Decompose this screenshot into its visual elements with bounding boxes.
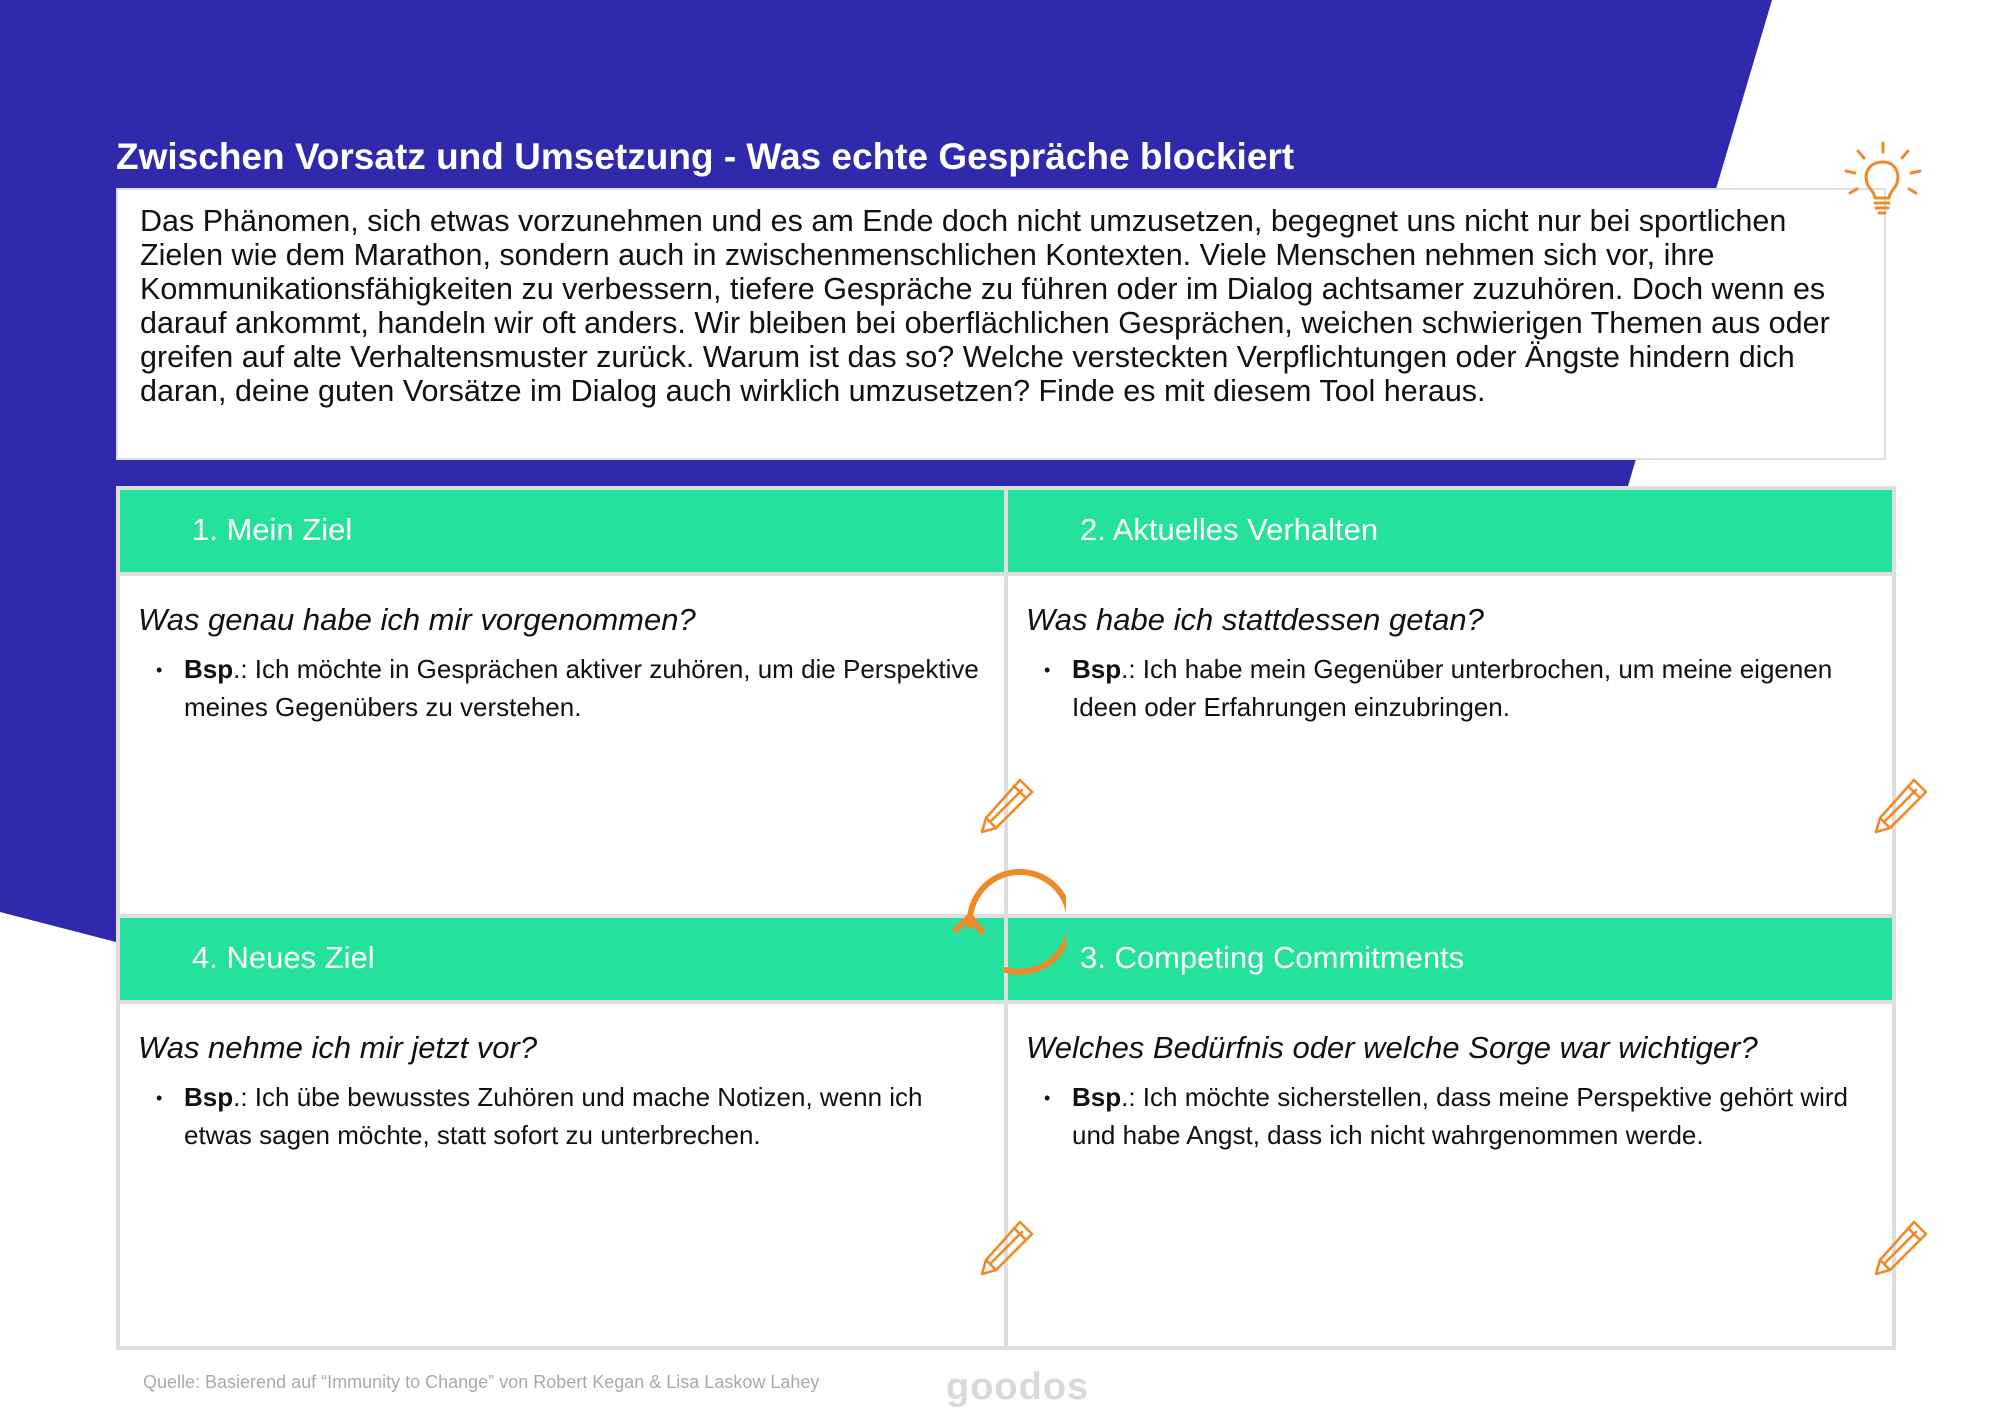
- example-prefix: Bsp: [184, 654, 234, 684]
- example-text: .: Ich übe bewusstes Zuhören und mache Notizen, wenn ich etwas sagen möchte, statt sofort zu unterbrechen.: [184, 1082, 923, 1150]
- quadrant-neues-ziel: [120, 918, 1004, 1346]
- quadrant-title: 4. Neues Ziel: [192, 940, 375, 975]
- quadrant-header: [1008, 490, 1892, 576]
- example-list: [1026, 650, 1872, 726]
- quadrant-question: Was habe ich stattdessen getan?: [1026, 602, 1484, 637]
- example-prefix: Bsp: [1072, 1082, 1122, 1112]
- cycle-arrow-icon: [946, 866, 1066, 976]
- example-text: .: Ich habe mein Gegenüber unterbrochen, um meine eigenen Ideen oder Erfahrungen einzubringen.: [1072, 654, 1833, 722]
- quadrant-question: Welches Bedürfnis oder welche Sorge war wichtiger?: [1026, 1030, 1758, 1065]
- example-text: .: Ich möchte sicherstellen, dass meine Perspektive gehört wird und habe Angst, dass ich nicht wahrgenommen werde.: [1072, 1082, 1849, 1150]
- quadrant-header: [120, 918, 1004, 1004]
- quadrant-header: [120, 490, 1004, 576]
- quadrant-question: Was genau habe ich mir vorgenommen?: [138, 602, 696, 637]
- quadrant-question: Was nehme ich mir jetzt vor?: [138, 1030, 538, 1065]
- example-list: [1026, 1078, 1872, 1154]
- example-list: [138, 1078, 984, 1154]
- example-item: [1026, 1078, 1872, 1154]
- quadrant-title: 3. Competing Commitments: [1080, 940, 1465, 975]
- brand-logo: goodos: [946, 1366, 1090, 1408]
- example-item: [138, 1078, 984, 1154]
- source-citation: Quelle: Basierend auf “Immunity to Change” von Robert Kegan & Lisa Laskow Lahey: [143, 1372, 820, 1392]
- example-item: [138, 650, 984, 726]
- example-prefix: Bsp: [1072, 654, 1122, 684]
- quadrant-body: [138, 1028, 984, 1154]
- quadrant-mein-ziel: [120, 490, 1004, 914]
- example-prefix: Bsp: [184, 1082, 234, 1112]
- quadrant-header: [1008, 918, 1892, 1004]
- quadrant-competing-commitments: [1008, 918, 1892, 1346]
- example-list: [138, 650, 984, 726]
- quadrant-aktuelles-verhalten: [1008, 490, 1892, 914]
- quadrant-title: 2. Aktuelles Verhalten: [1080, 512, 1379, 547]
- intro-box: [116, 188, 1886, 460]
- page-title: Zwischen Vorsatz und Umsetzung - Was echte Gespräche blockiert: [116, 136, 1295, 177]
- pencil-icon[interactable]: [1870, 1218, 1930, 1278]
- quadrant-body: [1026, 1028, 1872, 1154]
- quadrant-body: [1026, 600, 1872, 726]
- pencil-icon[interactable]: [976, 776, 1036, 836]
- pencil-icon[interactable]: [976, 1218, 1036, 1278]
- example-text: .: Ich möchte in Gesprächen aktiver zuhören, um die Perspektive meines Gegenübers zu verstehen.: [184, 654, 979, 722]
- example-item: [1026, 650, 1872, 726]
- quadrant-title: 1. Mein Ziel: [192, 512, 353, 547]
- lightbulb-icon: [1838, 138, 1928, 228]
- quadrant-body: [138, 600, 984, 726]
- pencil-icon[interactable]: [1870, 776, 1930, 836]
- intro-text: Das Phänomen, sich etwas vorzunehmen und es am Ende doch nicht umzusetzen, begegnet uns nicht nur bei sportlichen Zielen wie dem Marathon, sondern auch in zwischenmenschlichen Kontexten. Viele Menschen nehmen sich vor, ihre Kommunikationsfähigkeiten zu verbessern, tiefere Gespräche zu führen oder im Dialog achtsamer zuzuhören. Doch wenn es darauf ankommt, handeln wir oft anders. Wir bleiben bei oberflächlichen Gesprächen, weichen schwierigen Themen aus oder greifen auf alte Verhaltensmuster zurück. Warum ist das so? Welche versteckten Verpflichtungen oder Ängste hindern dich daran, deine guten Vorsätze im Dialog auch wirklich umzusetzen? Finde es mit diesem Tool heraus.: [140, 204, 1830, 408]
